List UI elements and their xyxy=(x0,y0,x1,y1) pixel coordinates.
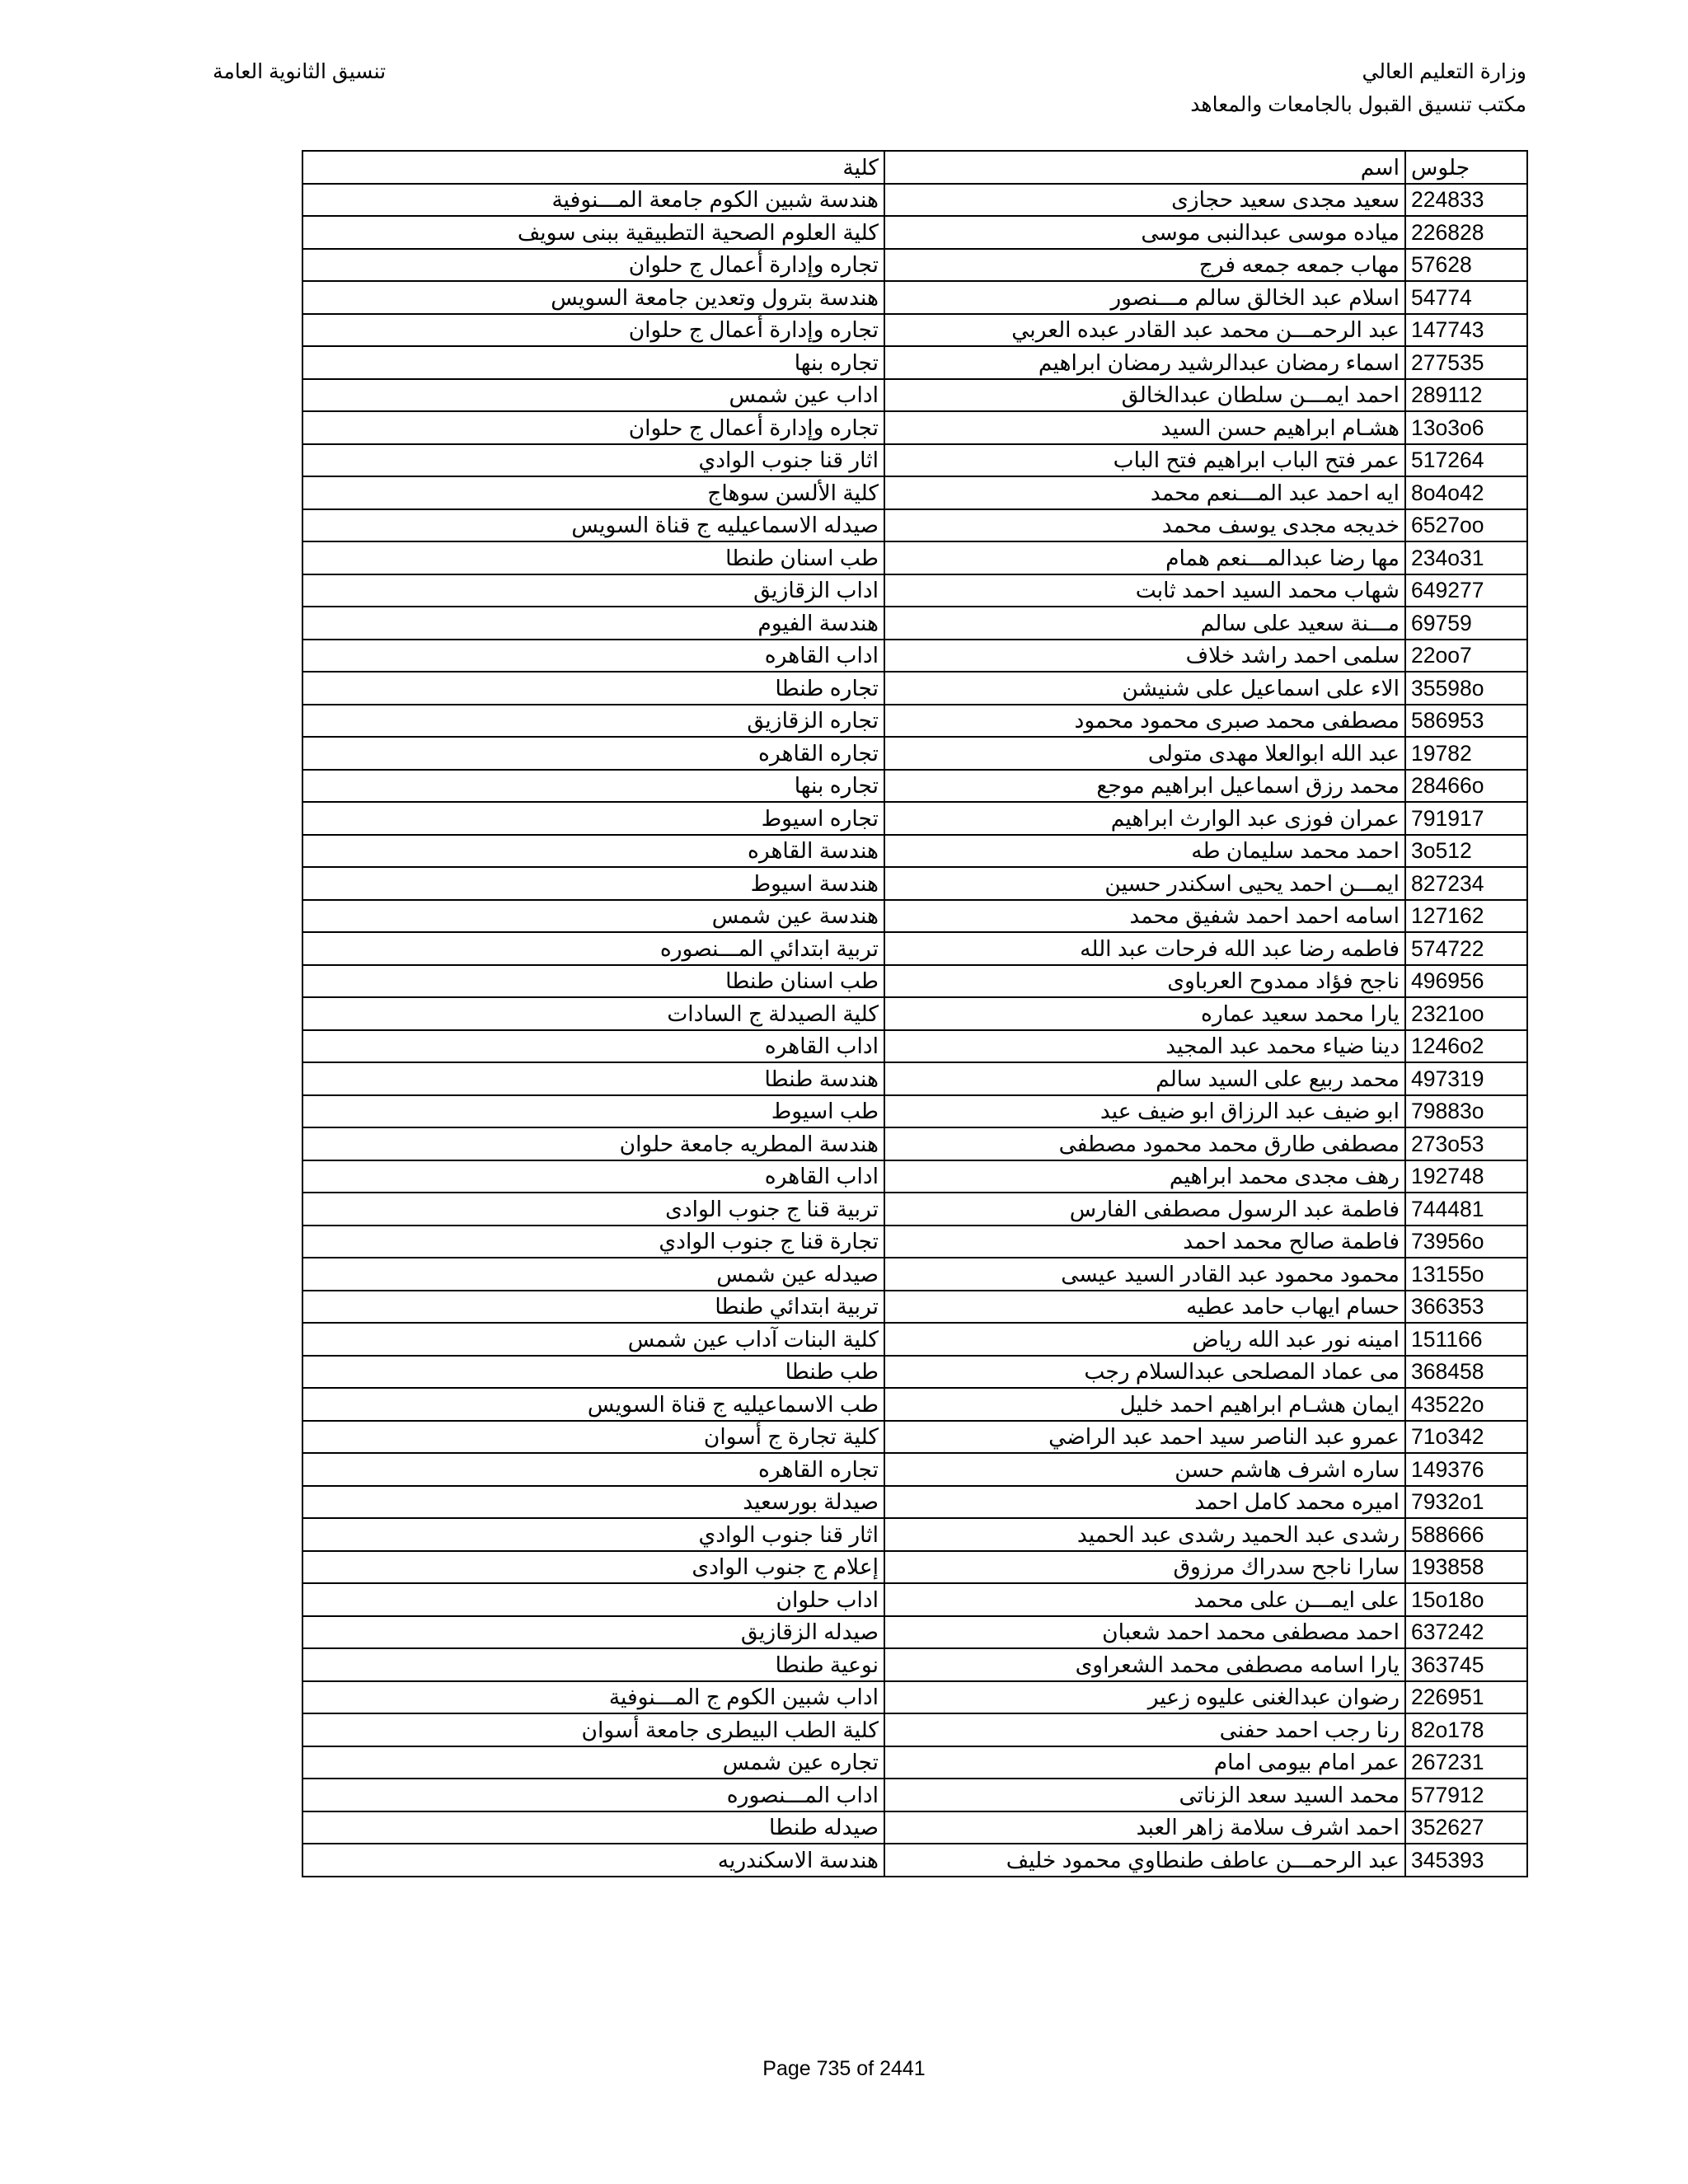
faculty-cell: كلية الألسن سوهاج xyxy=(302,476,884,509)
table-row xyxy=(302,737,1527,770)
table-row xyxy=(302,640,1527,673)
seat-cell: 267231 xyxy=(1405,1746,1527,1779)
faculty-cell: صيدله طنطا xyxy=(302,1811,884,1844)
seat-cell: 6527oo xyxy=(1405,509,1527,542)
seat-cell: 366353 xyxy=(1405,1291,1527,1324)
name-cell: محمد ربيع على السيد سالم xyxy=(884,1062,1405,1095)
name-cell: امينه نور عبد الله رياض xyxy=(884,1323,1405,1356)
table-row xyxy=(302,932,1527,965)
name-cell: عمر فتح الباب ابراهيم فتح الباب xyxy=(884,444,1405,477)
seat-cell: 637242 xyxy=(1405,1616,1527,1649)
table-row xyxy=(302,607,1527,640)
name-cell: مصطفى طارق محمد محمود مصطفى xyxy=(884,1127,1405,1160)
faculty-cell: اداب شبين الكوم ج المـــنوفية xyxy=(302,1681,884,1714)
seat-cell: 7932o1 xyxy=(1405,1486,1527,1519)
name-cell: احمد ايمـــن سلطان عبدالخالق xyxy=(884,379,1405,412)
faculty-cell: هندسة طنطا xyxy=(302,1062,884,1095)
faculty-cell: تجارة قنا ج جنوب الوادي xyxy=(302,1226,884,1258)
faculty-cell: كلية البنات آداب عين شمس xyxy=(302,1323,884,1356)
name-cell: دينا ضياء محمد عبد المجيد xyxy=(884,1030,1405,1063)
name-cell: اسامه احمد احمد شفيق محمد xyxy=(884,900,1405,933)
seat-cell: 13155o xyxy=(1405,1258,1527,1291)
table-row xyxy=(302,509,1527,542)
name-cell: مى عماد المصلحى عبدالسلام رجب xyxy=(884,1356,1405,1389)
faculty-cell: صيدله عين شمس xyxy=(302,1258,884,1291)
seat-cell: 273o53 xyxy=(1405,1127,1527,1160)
table-row xyxy=(302,1226,1527,1258)
faculty-cell: تجاره الزقازيق xyxy=(302,705,884,738)
seat-cell: 43522o xyxy=(1405,1388,1527,1421)
faculty-cell: اداب الزقازيق xyxy=(302,574,884,607)
table-row xyxy=(302,1583,1527,1616)
name-cell: ساره اشرف هاشم حسن xyxy=(884,1453,1405,1486)
faculty-cell: هندسة شبين الكوم جامعة المـــنوفية xyxy=(302,184,884,217)
faculty-cell: كلية الصيدلة ج السادات xyxy=(302,997,884,1030)
table-row xyxy=(302,1356,1527,1389)
name-cell: يارا محمد سعيد عماره xyxy=(884,997,1405,1030)
table-row xyxy=(302,1258,1527,1291)
faculty-cell: طب اسنان طنطا xyxy=(302,965,884,998)
faculty-cell: كلية تجارة ج أسوان xyxy=(302,1421,884,1454)
name-cell: مها رضا عبدالمـــنعم همام xyxy=(884,541,1405,574)
seat-cell: 147743 xyxy=(1405,314,1527,347)
faculty-cell: تربية قنا ج جنوب الوادى xyxy=(302,1193,884,1226)
faculty-cell: هندسة عين شمس xyxy=(302,900,884,933)
name-cell: محمود محمود عبد القادر السيد عيسى xyxy=(884,1258,1405,1291)
name-cell: عمران فوزى عبد الوارث ابراهيم xyxy=(884,802,1405,835)
table-row xyxy=(302,379,1527,412)
faculty-cell: تجاره وإدارة أعمال ج حلوان xyxy=(302,411,884,444)
table-row xyxy=(302,1160,1527,1193)
seat-cell: 13o3o6 xyxy=(1405,411,1527,444)
seat-cell: 79883o xyxy=(1405,1095,1527,1128)
name-cell: مصطفى محمد صبرى محمود محمود xyxy=(884,705,1405,738)
faculty-cell: طب اسنان طنطا xyxy=(302,541,884,574)
page-number: Page 735 of 2441 xyxy=(762,2057,926,2080)
table-row xyxy=(302,1811,1527,1844)
name-cell: مياده موسى عبدالنبى موسى xyxy=(884,216,1405,249)
faculty-cell: تجاره وإدارة أعمال ج حلوان xyxy=(302,249,884,282)
faculty-cell: اداب القاهره xyxy=(302,1030,884,1063)
faculty-cell: صيدله الاسماعيليه ج قناة السويس xyxy=(302,509,884,542)
faculty-cell: هندسة القاهره xyxy=(302,835,884,868)
seat-cell: 149376 xyxy=(1405,1453,1527,1486)
table-row xyxy=(302,1844,1527,1877)
seat-cell: 224833 xyxy=(1405,184,1527,217)
table-body xyxy=(302,151,1527,1877)
column-header-seat: جلوس xyxy=(1405,151,1527,184)
seat-cell: 192748 xyxy=(1405,1160,1527,1193)
seat-cell: 28466o xyxy=(1405,770,1527,803)
seat-cell: 73956o xyxy=(1405,1226,1527,1258)
name-cell: احمد مصطفى محمد احمد شعبان xyxy=(884,1616,1405,1649)
name-cell: ايه احمد عبد المـــنعم محمد xyxy=(884,476,1405,509)
faculty-cell: كلية الطب البيطرى جامعة أسوان xyxy=(302,1713,884,1746)
faculty-cell: هندسة الفيوم xyxy=(302,607,884,640)
seat-cell: 586953 xyxy=(1405,705,1527,738)
table-row xyxy=(302,1193,1527,1226)
faculty-cell: اداب القاهره xyxy=(302,1160,884,1193)
name-cell: عمر امام بيومى امام xyxy=(884,1746,1405,1779)
seat-cell: 791917 xyxy=(1405,802,1527,835)
table-row xyxy=(302,1616,1527,1649)
faculty-cell: طب الاسماعيليه ج قناة السويس xyxy=(302,1388,884,1421)
faculty-cell: تجاره القاهره xyxy=(302,1453,884,1486)
faculty-cell: تجاره بنها xyxy=(302,346,884,379)
table-header-row xyxy=(302,151,1527,184)
seat-cell: 588666 xyxy=(1405,1518,1527,1551)
seat-cell: 496956 xyxy=(1405,965,1527,998)
faculty-cell: اثار قنا جنوب الوادي xyxy=(302,444,884,477)
table-row xyxy=(302,802,1527,835)
table-row xyxy=(302,541,1527,574)
faculty-cell: تجاره القاهره xyxy=(302,737,884,770)
name-cell: ابو ضيف عبد الرزاق ابو ضيف عيد xyxy=(884,1095,1405,1128)
faculty-cell: طب طنطا xyxy=(302,1356,884,1389)
name-cell: ناجح فؤاد ممدوح العرباوى xyxy=(884,965,1405,998)
name-cell: عمرو عبد الناصر سيد احمد عبد الراضي xyxy=(884,1421,1405,1454)
table-row xyxy=(302,835,1527,868)
faculty-cell: اثار قنا جنوب الوادي xyxy=(302,1518,884,1551)
name-cell: هشـام ابراهيم حسن السيد xyxy=(884,411,1405,444)
name-cell: خديجه مجدى يوسف محمد xyxy=(884,509,1405,542)
table-row xyxy=(302,1453,1527,1486)
table-row xyxy=(302,1421,1527,1454)
seat-cell: 649277 xyxy=(1405,574,1527,607)
table-row xyxy=(302,1062,1527,1095)
faculty-cell: صيدله الزقازيق xyxy=(302,1616,884,1649)
name-cell: ايمـــن احمد يحيى اسكندر حسين xyxy=(884,867,1405,900)
name-cell: فاطمة صالح محمد احمد xyxy=(884,1226,1405,1258)
seat-cell: 226828 xyxy=(1405,216,1527,249)
table-row xyxy=(302,444,1527,477)
name-cell: فاطمة عبد الرسول مصطفى الفارس xyxy=(884,1193,1405,1226)
ministry-title: وزارة التعليم العالي xyxy=(1362,60,1526,83)
table-row xyxy=(302,281,1527,314)
table-row xyxy=(302,1551,1527,1584)
table-row xyxy=(302,1518,1527,1551)
seat-cell: 82o178 xyxy=(1405,1713,1527,1746)
table-row xyxy=(302,997,1527,1030)
table-row xyxy=(302,249,1527,282)
name-cell: رهف مجدى محمد ابراهيم xyxy=(884,1160,1405,1193)
faculty-cell: صيدلة بورسعيد xyxy=(302,1486,884,1519)
table-row xyxy=(302,411,1527,444)
seat-cell: 574722 xyxy=(1405,932,1527,965)
seat-cell: 517264 xyxy=(1405,444,1527,477)
table-row xyxy=(302,965,1527,998)
name-cell: الاء على اسماعيل على شنيشن xyxy=(884,672,1405,705)
seat-cell: 57628 xyxy=(1405,249,1527,282)
name-cell: رضوان عبدالغنى عليوه زعير xyxy=(884,1681,1405,1714)
table-row xyxy=(302,1681,1527,1714)
seat-cell: 577912 xyxy=(1405,1779,1527,1811)
seat-cell: 15o18o xyxy=(1405,1583,1527,1616)
seat-cell: 193858 xyxy=(1405,1551,1527,1584)
name-cell: سعيد مجدى سعيد حجازى xyxy=(884,184,1405,217)
table-row xyxy=(302,900,1527,933)
seat-cell: 352627 xyxy=(1405,1811,1527,1844)
name-cell: فاطمه رضا عبد الله فرحات عبد الله xyxy=(884,932,1405,965)
faculty-cell: تجاره طنطا xyxy=(302,672,884,705)
name-cell: سلمى احمد راشد خلاف xyxy=(884,640,1405,673)
seat-cell: 35598o xyxy=(1405,672,1527,705)
table-row xyxy=(302,1095,1527,1128)
seat-cell: 8o4o42 xyxy=(1405,476,1527,509)
faculty-cell: تربية ابتدائي طنطا xyxy=(302,1291,884,1324)
seat-cell: 1246o2 xyxy=(1405,1030,1527,1063)
seat-cell: 234o31 xyxy=(1405,541,1527,574)
table-row xyxy=(302,574,1527,607)
name-cell: محمد السيد سعد الزناتى xyxy=(884,1779,1405,1811)
table-row xyxy=(302,314,1527,347)
table-row xyxy=(302,184,1527,217)
name-cell: سارا ناجح سدراك مرزوق xyxy=(884,1551,1405,1584)
seat-cell: 2321oo xyxy=(1405,997,1527,1030)
faculty-cell: اداب المـــنصوره xyxy=(302,1779,884,1811)
faculty-cell: هندسة بترول وتعدين جامعة السويس xyxy=(302,281,884,314)
name-cell: محمد رزق اسماعيل ابراهيم موجع xyxy=(884,770,1405,803)
seat-cell: 363745 xyxy=(1405,1648,1527,1681)
seat-cell: 127162 xyxy=(1405,900,1527,933)
name-cell: عبد الله ابوالعلا مهدى متولى xyxy=(884,737,1405,770)
faculty-cell: اداب عين شمس xyxy=(302,379,884,412)
seat-cell: 368458 xyxy=(1405,1356,1527,1389)
name-cell: مهاب جمعه جمعه فرج xyxy=(884,249,1405,282)
faculty-cell: كلية العلوم الصحية التطبيقية ببنى سويف xyxy=(302,216,884,249)
name-cell: اسماء رمضان عبدالرشيد رمضان ابراهيم xyxy=(884,346,1405,379)
table-row xyxy=(302,476,1527,509)
table-row xyxy=(302,705,1527,738)
faculty-cell: اداب القاهره xyxy=(302,640,884,673)
seat-cell: 277535 xyxy=(1405,346,1527,379)
table-row xyxy=(302,1388,1527,1421)
name-cell: احمد اشرف سلامة زاهر العبد xyxy=(884,1811,1405,1844)
seat-cell: 289112 xyxy=(1405,379,1527,412)
name-cell: احمد محمد سليمان طه xyxy=(884,835,1405,868)
table-row xyxy=(302,1030,1527,1063)
coordination-title: تنسيق الثانوية العامة xyxy=(213,60,387,83)
seat-cell: 71o342 xyxy=(1405,1421,1527,1454)
table-row xyxy=(302,1486,1527,1519)
faculty-cell: اداب حلوان xyxy=(302,1583,884,1616)
name-cell: شهاب محمد السيد احمد ثابت xyxy=(884,574,1405,607)
column-header-faculty: كلية xyxy=(302,151,884,184)
name-cell: رنا رجب احمد حفنى xyxy=(884,1713,1405,1746)
faculty-cell: هندسة اسيوط xyxy=(302,867,884,900)
name-cell: رشدى عبد الحميد رشدى عبد الحميد xyxy=(884,1518,1405,1551)
table-row xyxy=(302,1648,1527,1681)
name-cell: اسلام عبد الخالق سالم مـــنصور xyxy=(884,281,1405,314)
seat-cell: 22oo7 xyxy=(1405,640,1527,673)
table-row xyxy=(302,1127,1527,1160)
seat-cell: 151166 xyxy=(1405,1323,1527,1356)
table-row xyxy=(302,1323,1527,1356)
faculty-cell: تجاره وإدارة أعمال ج حلوان xyxy=(302,314,884,347)
table-row xyxy=(302,216,1527,249)
office-title: مكتب تنسيق القبول بالجامعات والمعاهد xyxy=(1190,93,1526,116)
name-cell: حسام ايهاب حامد عطيه xyxy=(884,1291,1405,1324)
seat-cell: 827234 xyxy=(1405,867,1527,900)
table-row xyxy=(302,1291,1527,1324)
faculty-cell: تربية ابتدائي المـــنصوره xyxy=(302,932,884,965)
seat-cell: 54774 xyxy=(1405,281,1527,314)
seat-cell: 3o512 xyxy=(1405,835,1527,868)
name-cell: مـــنة سعيد على سالم xyxy=(884,607,1405,640)
name-cell: عبد الرحمـــن عاطف طنطاوي محمود خليف xyxy=(884,1844,1405,1877)
seat-cell: 497319 xyxy=(1405,1062,1527,1095)
seat-cell: 345393 xyxy=(1405,1844,1527,1877)
admissions-table xyxy=(302,150,1528,1877)
table-row xyxy=(302,672,1527,705)
name-cell: على ايمـــن على محمد xyxy=(884,1583,1405,1616)
name-cell: يارا اسامه مصطفى محمد الشعراوى xyxy=(884,1648,1405,1681)
faculty-cell: هندسة المطريه جامعة حلوان xyxy=(302,1127,884,1160)
faculty-cell: طب اسيوط xyxy=(302,1095,884,1128)
seat-cell: 69759 xyxy=(1405,607,1527,640)
faculty-cell: نوعية طنطا xyxy=(302,1648,884,1681)
table-row xyxy=(302,1713,1527,1746)
table-row xyxy=(302,1779,1527,1811)
table-row xyxy=(302,1746,1527,1779)
seat-cell: 744481 xyxy=(1405,1193,1527,1226)
column-header-name: اسم xyxy=(884,151,1405,184)
name-cell: عبد الرحمـــن محمد عبد القادر عبده العربي xyxy=(884,314,1405,347)
faculty-cell: تجاره عين شمس xyxy=(302,1746,884,1779)
faculty-cell: إعلام ج جنوب الوادى xyxy=(302,1551,884,1584)
faculty-cell: تجاره بنها xyxy=(302,770,884,803)
seat-cell: 226951 xyxy=(1405,1681,1527,1714)
table-row xyxy=(302,770,1527,803)
faculty-cell: تجاره اسيوط xyxy=(302,802,884,835)
name-cell: اميره محمد كامل احمد xyxy=(884,1486,1405,1519)
table-row xyxy=(302,867,1527,900)
seat-cell: 19782 xyxy=(1405,737,1527,770)
table-row xyxy=(302,346,1527,379)
name-cell: ايمان هشـام ابراهيم احمد خليل xyxy=(884,1388,1405,1421)
faculty-cell: هندسة الاسكندريه xyxy=(302,1844,884,1877)
